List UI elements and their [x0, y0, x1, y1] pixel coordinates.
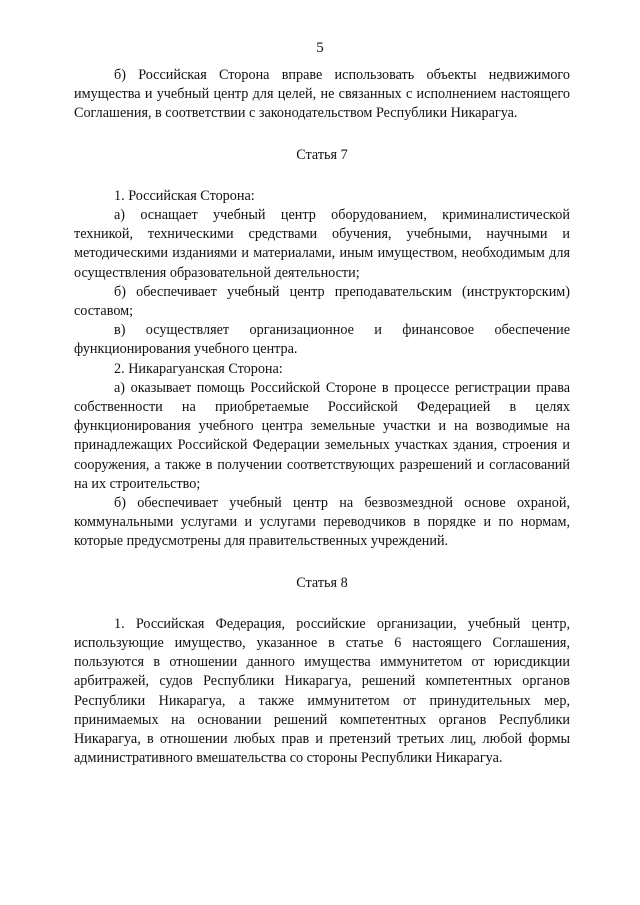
- paragraph-8-1: 1. Российская Федерация, российские организации, учебный центр, использующие имущество, указанное в статье 6 настоящего Соглашения, пользуются в отношении данного имущества иммунитетом от юрисдикции арбитражей, судов Республики Никарагуа, решений компетентных органов Республики Никарагуа, а также иммунитетом от принудительных мер, принимаемых на основании решений компетентных органов Республики Никарагуа, в отношении любых прав и претензий третьих лиц, любой формы административного вмешательства со стороны Республики Никарагуа.: [74, 615, 570, 767]
- paragraph-7-1: 1. Российская Сторона:: [114, 187, 255, 204]
- paragraph-7-2a: а) оказывает помощь Российской Стороне в процессе регистрации права собственности на приобретаемые Российской Федерацией в целях функционирования учебного центра земельные участки и на возводимые на принадлежащих Российской Федерации земельных участках здания, строения и сооружения, а также в получении соответствующих разрешений и согласований на их строительство;: [74, 379, 570, 492]
- paragraph-6b: б) Российская Сторона вправе использовать объекты недвижимого имущества и учебный центр для целей, не связанных с исполнением настоящего Соглашения, в соответствии с законодательством Республики Никарагуа.: [74, 67, 570, 122]
- paragraph-7-1a: а) оснащает учебный центр оборудованием, криминалистической техникой, техническими средствами обучения, учебными, научными и методическими изданиями и материалами, иным имуществом, необходимым для осуществления образовательной деятельности;: [74, 207, 570, 281]
- paragraph-7-1b: б) обеспечивает учебный центр преподавательским (инструкторским) составом;: [74, 283, 570, 320]
- paragraph-7-2: 2. Никарагуанская Сторона:: [114, 360, 283, 377]
- article-8-heading: Статья 8: [296, 574, 348, 591]
- paragraph-7-1c: в) осуществляет организационное и финансовое обеспечение функционирования учебного центра.: [74, 322, 570, 358]
- article-7-heading: Статья 7: [296, 146, 348, 163]
- page-number: 5: [316, 40, 324, 56]
- paragraph-7-2b: б) обеспечивает учебный центр на безвозмездной основе охраной, коммунальными услугами и услугами переводчиков в порядке и по нормам, которые предусмотрены для правительственных учреждений.: [74, 495, 570, 550]
- document-body: [74, 66, 570, 769]
